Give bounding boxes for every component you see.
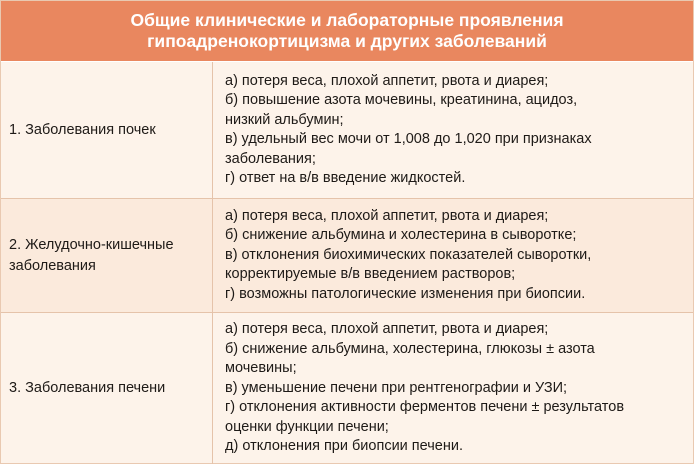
row-findings-cell [213, 62, 693, 198]
table-row-kidney [1, 62, 693, 198]
finding-line: заболевания; [225, 150, 316, 167]
finding-line: б) снижение альбумина и холестерина в сыворотке; [225, 227, 577, 244]
row-findings-cell [213, 199, 693, 312]
row-label-line-1: 2. Желудочно-кишечные [9, 237, 174, 253]
row-label-cell [1, 62, 213, 198]
table-header [1, 1, 693, 62]
finding-line: в) удельный вес мочи от 1,008 до 1,020 при признаках [225, 131, 592, 147]
table-title-line-2: гипоадренокортицизма и других заболеваний [147, 31, 547, 51]
finding-line: в) отклонения биохимических показателей сыворотки, [225, 246, 592, 263]
row-label-cell [1, 199, 213, 312]
finding-line: а) потеря веса, плохой аппетит, рвота и диарея; [225, 321, 549, 338]
row-label-line-2: заболевания [9, 257, 96, 274]
finding-line: корректируемые в/в введением растворов; [225, 266, 516, 283]
finding-line: б) повышение азота мочевины, креатинина, ацидоз, [225, 92, 578, 108]
row-label: 3. Заболевания печени [9, 380, 166, 397]
finding-line: г) отклонения активности ферментов печени ± результатов [225, 399, 625, 416]
finding-line: а) потеря веса, плохой аппетит, рвота и диарея; [225, 207, 549, 224]
finding-line: мочевины; [225, 360, 297, 377]
finding-line: б) снижение альбумина, холестерина, глюкозы ± азота [225, 340, 595, 357]
table-row-gastrointestinal [1, 198, 693, 312]
finding-line: в) уменьшение печени при рентгенографии и УЗИ; [225, 379, 568, 396]
row-findings-cell [213, 313, 693, 464]
finding-line: д) отклонения при биопсии печени. [225, 438, 463, 455]
finding-line: г) ответ на в/в введение жидкостей. [225, 170, 466, 186]
table-title-line-1: Общие клинические и лабораторные проявления [130, 10, 564, 30]
finding-line: а) потеря веса, плохой аппетит, рвота и диарея; [225, 72, 549, 89]
finding-line: г) возможны патологические изменения при биопсии. [225, 285, 586, 302]
row-label: 1. Заболевания почек [9, 121, 156, 138]
table-row-liver [1, 312, 693, 464]
finding-line: оценки функции печени; [225, 418, 389, 435]
row-label-cell [1, 313, 213, 464]
finding-line: низкий альбумин; [225, 111, 344, 128]
